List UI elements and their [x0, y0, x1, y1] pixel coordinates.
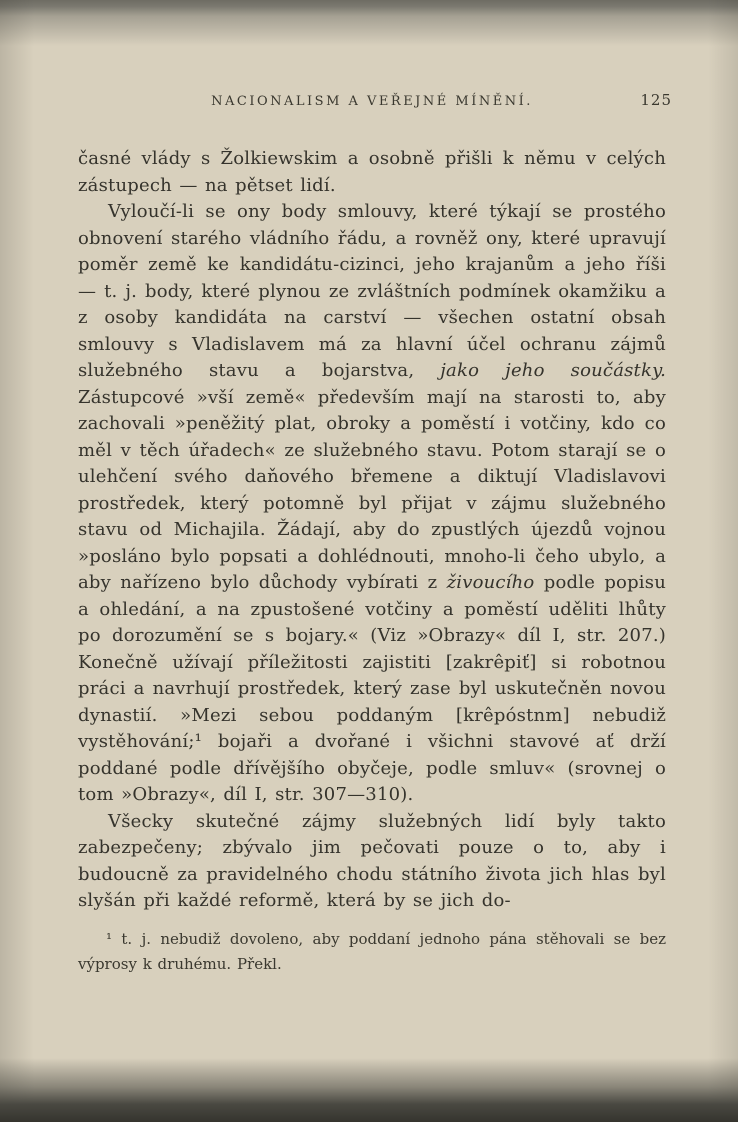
body-text: Zástupcové »vší země« především mají na starosti to, aby zachovali »peněžitý plat, obroky a poměstí i votčiny, kdo co měl v těch úřadech« ze služebného stavu. Potom starají se o ulehčení svého daňového břemene a diktují Vladislavovi prostředek, který potomně byl přijat v zájmu služebného stavu od Michajila. Žádají, aby do zpustlých újezdů vojnou »posláno bylo popsati a dohlédnouti, mnoho-li čeho ubylo, a aby nařízeno bylo důchody vybírati z: [78, 386, 666, 593]
body-text: Všecky skutečné zájmy služebných lidí byly takto zabezpečeny; zbývalo jim pečovati pouze o to, aby i budoucně za pravidelného chodu státního života jich hlas byl slyšán při každé reformě, která by se jich do-: [78, 810, 666, 911]
text-block: [78, 146, 666, 977]
paragraph: [78, 809, 666, 915]
scan-edge-left: [0, 0, 34, 1122]
page-header: [78, 91, 672, 116]
page-number: 125: [640, 91, 672, 109]
emphasized-text: jako jeho součástky.: [440, 360, 666, 381]
body-text: Vyloučí-li se ony body smlouvy, které týkají se prostého obnovení starého vládního řádu, a rovněž ony, které upravují poměr země ke kandidátu-cizinci, jeho krajanům a jeho říši — t. j. body, které plynou ze zvláštních podmínek okamžiku a z osoby kandidáta na carství — všechen ostatní obsah smlouvy s Vladislavem má za hlavní účel ochranu zájmů služebného stavu a bojarstva,: [78, 201, 666, 381]
body-text: podle popisu a ohledání, a na zpustošené votčiny a poměstí uděliti lhůty po dorozumění se s bojary.« (Viz »Obrazy« díl I, str. 207.) Konečně užívají příležitosti zajistiti [zakrêpiť] si robotnou práci a navrhují prostředek, který zase byl uskutečněn novou dynastií. »Mezi sebou poddaným [krêpóstnm] nebudiž vystěhování;¹ bojaři a dvořané i všichni stavové ať drží poddané podle dřívějšího obyčeje, podle smluv« (srovnej o tom »Obrazy«, díl I, str. 307—310).: [78, 572, 666, 805]
scan-edge-bottom: [0, 1058, 738, 1122]
footnote: ¹ t. j. nebudiž dovoleno, aby poddaní jednoho pána stěhovali se bez výprosy k druhému. Překl.: [78, 929, 666, 973]
body-text: časné vlády s Žolkiewskim a osobně přišli k němu v celých zástupech — na pětset lidí.: [78, 148, 666, 196]
scan-edge-top: [0, 0, 738, 46]
emphasized-text: živoucího: [446, 572, 535, 593]
scan-edge-right: [708, 0, 738, 1122]
paragraph: [78, 199, 666, 809]
running-title: NACIONALISM A VEŘEJNÉ MÍNĚNÍ.: [211, 94, 533, 109]
paragraph: [78, 146, 666, 199]
